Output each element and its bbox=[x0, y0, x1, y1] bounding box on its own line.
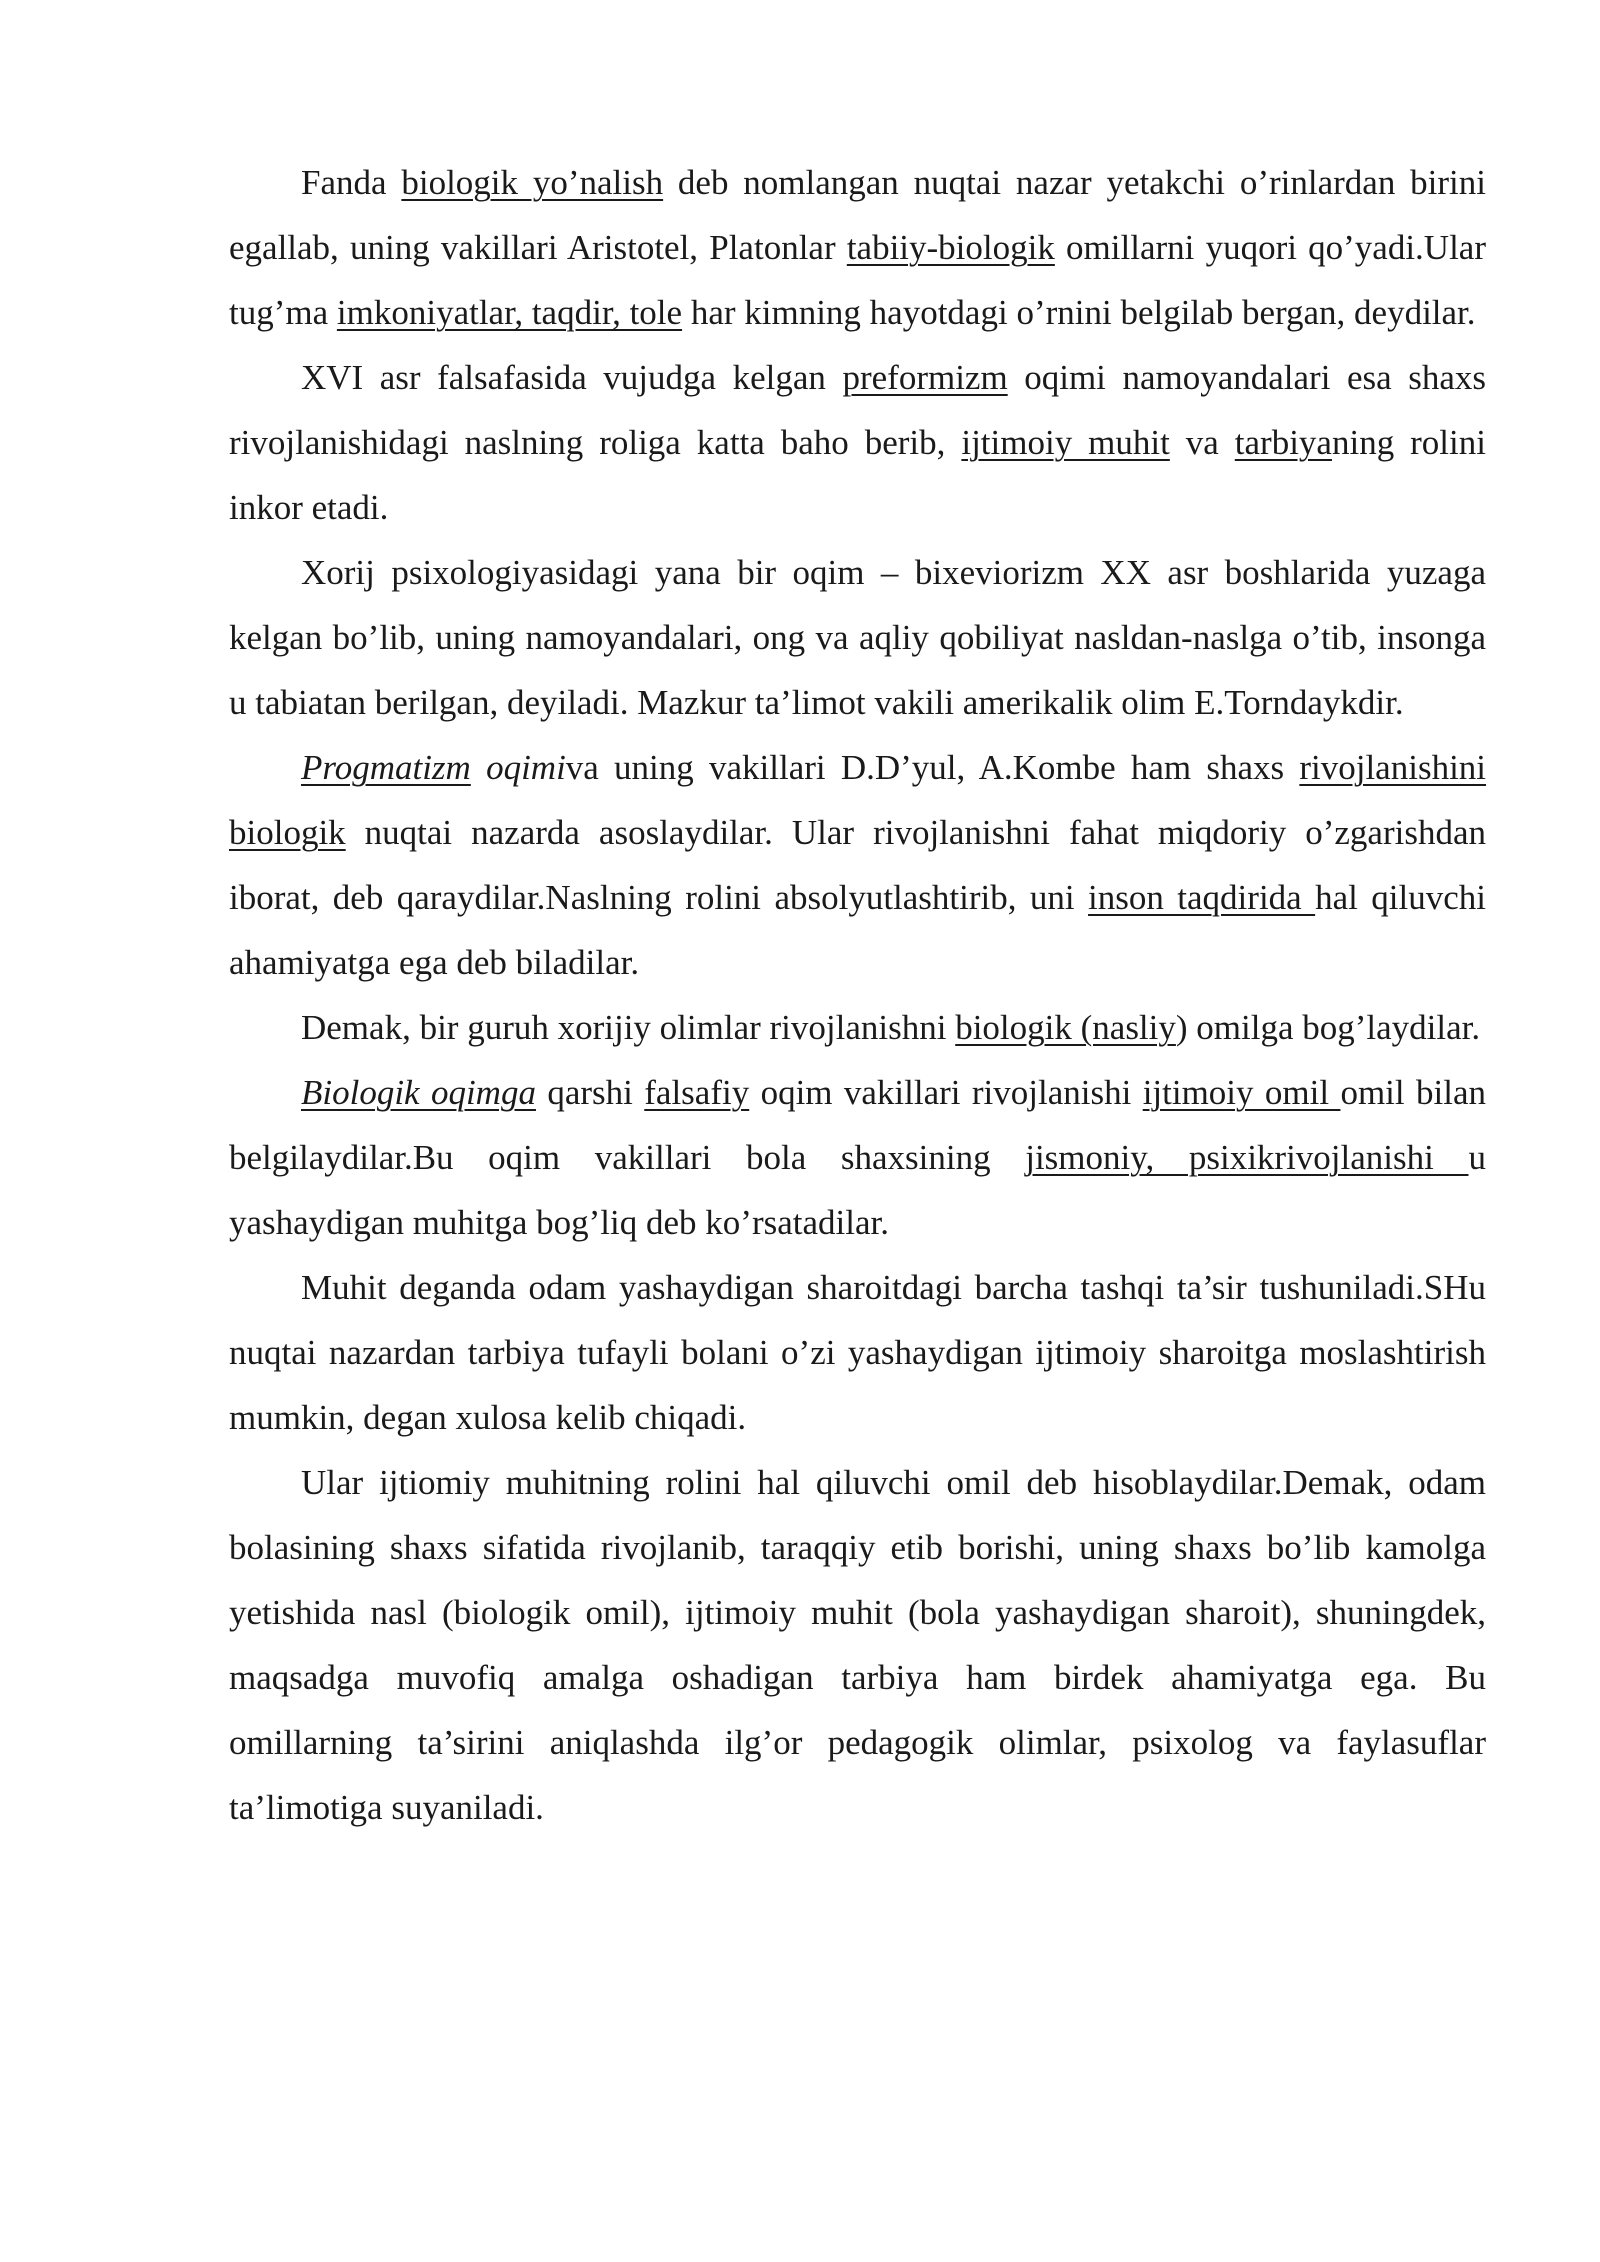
underlined-term: Progmatizm bbox=[301, 748, 471, 787]
text-run: va bbox=[1169, 423, 1235, 462]
underlined-term: biologik (nasliy bbox=[955, 1008, 1176, 1047]
underlined-term: falsafiy bbox=[644, 1073, 750, 1112]
paragraph-5 bbox=[229, 995, 1486, 1060]
text-run: qarshi bbox=[535, 1073, 645, 1112]
underlined-term: imkoniyatlar, taqdir, tole bbox=[336, 293, 683, 332]
paragraph-3 bbox=[229, 540, 1486, 735]
text-run: oqimi namoyandalari esa shaxs rivojlanishidagi naslning roliga katta baho berib, bbox=[229, 358, 1486, 462]
text-run: oqim vakillari rivojlanishi bbox=[749, 1073, 1143, 1112]
text-run: va uning vakillari D.D’yul, A.Kombe ham shaxs bbox=[565, 748, 1300, 787]
underlined-term: tabiiy-biologik bbox=[846, 228, 1055, 267]
text-run: Muhit deganda odam yashaydigan sharoitdagi barcha tashqi ta’sir tushuniladi.SHu nuqtai nazardan tarbiya tufayli bolani o’zi yashaydigan ijtimoiy sharoitga moslashtirish mumkin, degan xulosa kelib chiqadi. bbox=[229, 1268, 1486, 1437]
underlined-term: biologik yo’nalish bbox=[401, 163, 664, 202]
paragraph-6 bbox=[229, 1060, 1486, 1255]
text-run: omillarni yuqori qo’yadi.Ular tug’ma bbox=[229, 228, 1487, 332]
text-run: omil bilan belgilaydilar.Bu oqim vakillari bola shaxsining bbox=[229, 1073, 1486, 1177]
text-run: Ular ijtiomiy muhitning rolini hal qiluvchi omil deb hisoblaydilar.Demak, odam bolasining shaxs sifatida rivojlanib, taraqqiy etib borishi, uning shaxs bo’lib kamolga yetishida nasl (biologik omil), ijtimoiy muhit (bola yashaydigan sharoit), shuningdek, maqsadga muvofiq amalga oshadigan tarbiya ham birdek ahamiyatga ega. Bu omillarning ta’sirini aniqlashda ilg’or pedagogik olimlar, psixolog va faylasuflar ta’limotiga suyaniladi. bbox=[229, 1463, 1486, 1827]
paragraph-4 bbox=[229, 735, 1486, 995]
document-page bbox=[229, 150, 1486, 1840]
text-run: har kimning hayotdagi o’rnini belgilab bergan, deydilar. bbox=[682, 293, 1476, 332]
underlined-term: preformizm bbox=[842, 358, 1008, 397]
document-body bbox=[229, 150, 1486, 1840]
underlined-term: ijtimoiy muhit bbox=[961, 423, 1170, 462]
paragraph-2 bbox=[229, 345, 1486, 540]
text-run: ning rolini inkor etadi. bbox=[229, 423, 1486, 527]
underlined-term: jismoniy, psixikrivojlanishi bbox=[1025, 1138, 1469, 1177]
underlined-term: ijtimoiy omil bbox=[1142, 1073, 1341, 1112]
text-run: ) omilga bog’laydilar. bbox=[1175, 1008, 1481, 1047]
text-run: Xorij psixologiyasidagi yana bir oqim – bixeviorizm XX asr boshlarida yuzaga kelgan bo’lib, uning namoyandalari, ong va aqliy qobiliyat nasldan-naslga o’tib, insonga u tabiatan berilgan, deyiladi. Mazkur ta’limot vakili amerikalik olim E.Torndaykdir. bbox=[229, 553, 1486, 722]
underlined-term: inson taqdirida bbox=[1088, 878, 1316, 917]
text-run: XVI asr falsafasida vujudga kelgan bbox=[301, 358, 843, 397]
underlined-term: rivojlanishini biologik bbox=[229, 748, 1487, 852]
text-run bbox=[471, 748, 486, 787]
text-run: deb nomlangan nuqtai nazar yetakchi o’rinlardan birini egallab, uning vakillari Aristotel, Platonlar bbox=[229, 163, 1486, 267]
underlined-term: Biologik oqimga bbox=[301, 1073, 536, 1112]
underlined-term: tarbiya bbox=[1234, 423, 1332, 462]
text-run: Demak, bir guruh xorijiy olimlar rivojlanishni bbox=[301, 1008, 956, 1047]
text-run: hal qiluvchi ahamiyatga ega deb biladilar. bbox=[229, 878, 1486, 982]
text-run: u yashaydigan muhitga bog’liq deb ko’rsatadilar. bbox=[229, 1138, 1486, 1242]
italic-text: oqimi bbox=[486, 748, 566, 787]
text-run: Fanda bbox=[301, 163, 402, 202]
paragraph-7 bbox=[229, 1255, 1486, 1450]
paragraph-1 bbox=[229, 150, 1486, 345]
text-run: nuqtai nazarda asoslaydilar. Ular rivojlanishni fahat miqdoriy o’zgarishdan iborat, deb qaraydilar.Naslning rolini absolyutlashtirib, uni bbox=[229, 813, 1486, 917]
paragraph-8 bbox=[229, 1450, 1486, 1840]
